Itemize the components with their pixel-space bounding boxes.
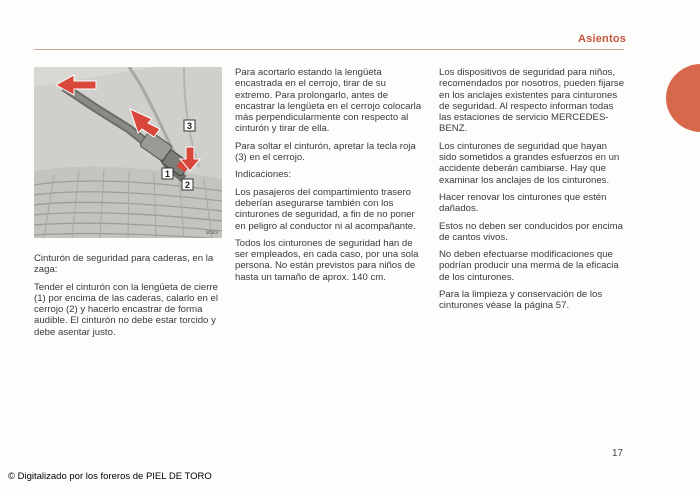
paragraph: Tender el cinturón con la lengüeta de cierre (1) por encima de las caderas, calarlo en el cerrojo (2) y hacerlo encastrar de forma audible. El cinturón no debe estar torcido y debe asentar justo. — [34, 281, 218, 338]
paragraph: Para la limpieza y conservación de los cinturones véase la página 57. — [439, 289, 603, 312]
paragraph: Hacer renovar los cinturones que estén dañados. — [439, 191, 607, 215]
paragraph: Todos los cinturones de seguridad han de ser empleados, en cada caso, por una sola persona. No están previstos para niños de hasta un tamaño de aprox. 140 cm. — [235, 237, 419, 283]
paragraph: Estos no deben ser conducidos por encima de cantos vivos. — [439, 220, 623, 243]
paragraph: Para soltar el cinturón, apretar la tecla roja (3) en el cerrojo. — [235, 140, 416, 164]
paragraph: Los pasajeros del compartimiento trasero deberían asegurarse también con los cinturones de seguridad, a fin de no poner en peligro al conductor ni al acompañante. — [235, 186, 416, 232]
figure-code: 9583 — [205, 230, 218, 236]
seat-belt-illustration — [34, 67, 222, 238]
paragraph: Para acortarlo estando la lengüeta encastrada en el cerrojo, tirar de su extremo. Para prolongarlo, antes de encastrar la lengüeta en el cerrojo colocarla más perpendicularmente con respecto al cinturón y tirar de ella. — [235, 67, 422, 135]
paragraph: Los dispositivos de seguridad para niños, recomendados por nosotros, pueden fijarse en los anclajes existentes para cinturones de seguridad. Al respecto informan todas las estaciones de servicio MERCEDES-BENZ. — [439, 67, 625, 135]
column-3 — [439, 67, 627, 318]
callout-1: 1 — [164, 169, 171, 179]
chapter-tab — [666, 64, 700, 132]
paragraph: Los cinturones de seguridad que hayan sido sometidos a grandes esfuerzos en un accidente deberán cambiarse. Hay que examinar los anclajes de los cinturones. — [439, 140, 620, 186]
paragraph: No deben efectuarse modificaciones que podrían producir una merma de la eficacia de los cinturones. — [439, 249, 619, 283]
figure-caption: Cinturón de seguridad para caderas, en la zaga: — [34, 253, 214, 276]
scan-credit: © Digitalizado por los foreros de PIEL DE TORO — [8, 471, 212, 482]
indications-heading: Indicaciones: — [235, 169, 291, 181]
section-title: Asientos — [578, 33, 627, 45]
callout-2: 2 — [184, 180, 191, 190]
page-number: 17 — [612, 448, 624, 459]
column-1 — [34, 253, 222, 344]
column-2 — [235, 67, 423, 289]
header-rule — [34, 49, 624, 50]
callout-3: 3 — [186, 121, 193, 131]
